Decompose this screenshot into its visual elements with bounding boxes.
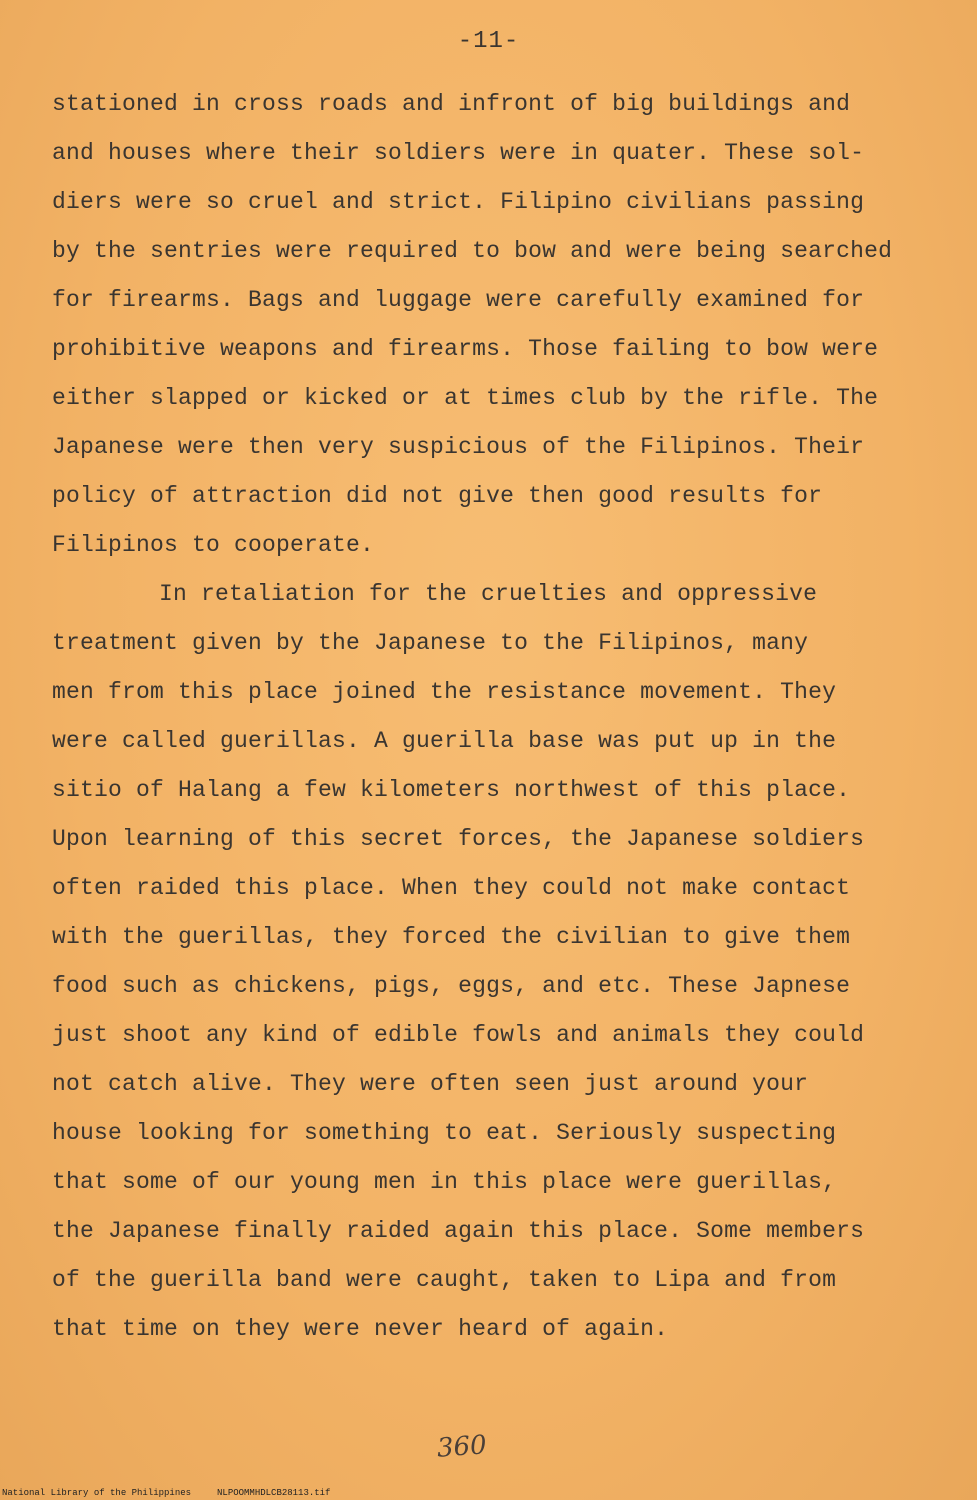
footer-institution: National Library of the Philippines <box>2 1488 192 1498</box>
text-line: not catch alive. They were often seen just around your <box>52 1071 809 1097</box>
text-line: food such as chickens, pigs, eggs, and etc. These Japnese <box>52 973 851 999</box>
paragraph-start-line: In retaliation for the cruelties and oppressive <box>159 581 818 607</box>
text-line: Upon learning of this secret forces, the Japanese soldiers <box>52 826 865 852</box>
text-line: house looking for something to eat. Seriously suspecting <box>52 1120 837 1146</box>
text-line: Japanese were then very suspicious of the Filipinos. Their <box>52 434 865 460</box>
text-line: that some of our young men in this place were guerillas, <box>52 1169 837 1195</box>
text-line: either slapped or kicked or at times club by the rifle. The <box>52 385 879 411</box>
document-body <box>52 80 952 1354</box>
text-line: Filipinos to cooperate. <box>52 532 375 558</box>
text-line: and houses where their soldiers were in quater. These sol- <box>52 140 865 166</box>
text-line: diers were so cruel and strict. Filipino civilians passing <box>52 189 865 215</box>
text-line: men from this place joined the resistance movement. They <box>52 679 837 705</box>
text-line: prohibitive weapons and firearms. Those failing to bow were <box>52 336 879 362</box>
text-line: the Japanese finally raided again this place. Some members <box>52 1218 865 1244</box>
text-line: sitio of Halang a few kilometers northwest of this place. <box>52 777 851 803</box>
text-line: that time on they were never heard of again. <box>52 1316 669 1342</box>
text-line: of the guerilla band were caught, taken to Lipa and from <box>52 1267 837 1293</box>
text-line: by the sentries were required to bow and were being searched <box>52 238 893 264</box>
text-line: were called guerillas. A guerilla base was put up in the <box>52 728 837 754</box>
footer-filename: NLPOOMMHDLCB28113.tif <box>217 1488 331 1498</box>
text-line: policy of attraction did not give then good results for <box>52 483 823 509</box>
scan-footer <box>2 1488 356 1498</box>
text-line: stationed in cross roads and infront of big buildings and <box>52 91 851 117</box>
text-line: often raided this place. When they could not make contact <box>52 875 851 901</box>
page-number: -11- <box>457 28 520 55</box>
text-line: with the guerillas, they forced the civilian to give them <box>52 924 851 950</box>
text-line: for firearms. Bags and luggage were carefully examined for <box>52 287 865 313</box>
text-line: just shoot any kind of edible fowls and animals they could <box>52 1022 865 1048</box>
text-line: treatment given by the Japanese to the Filipinos, many <box>52 630 809 656</box>
handwritten-page-number: 360 <box>436 1430 488 1464</box>
